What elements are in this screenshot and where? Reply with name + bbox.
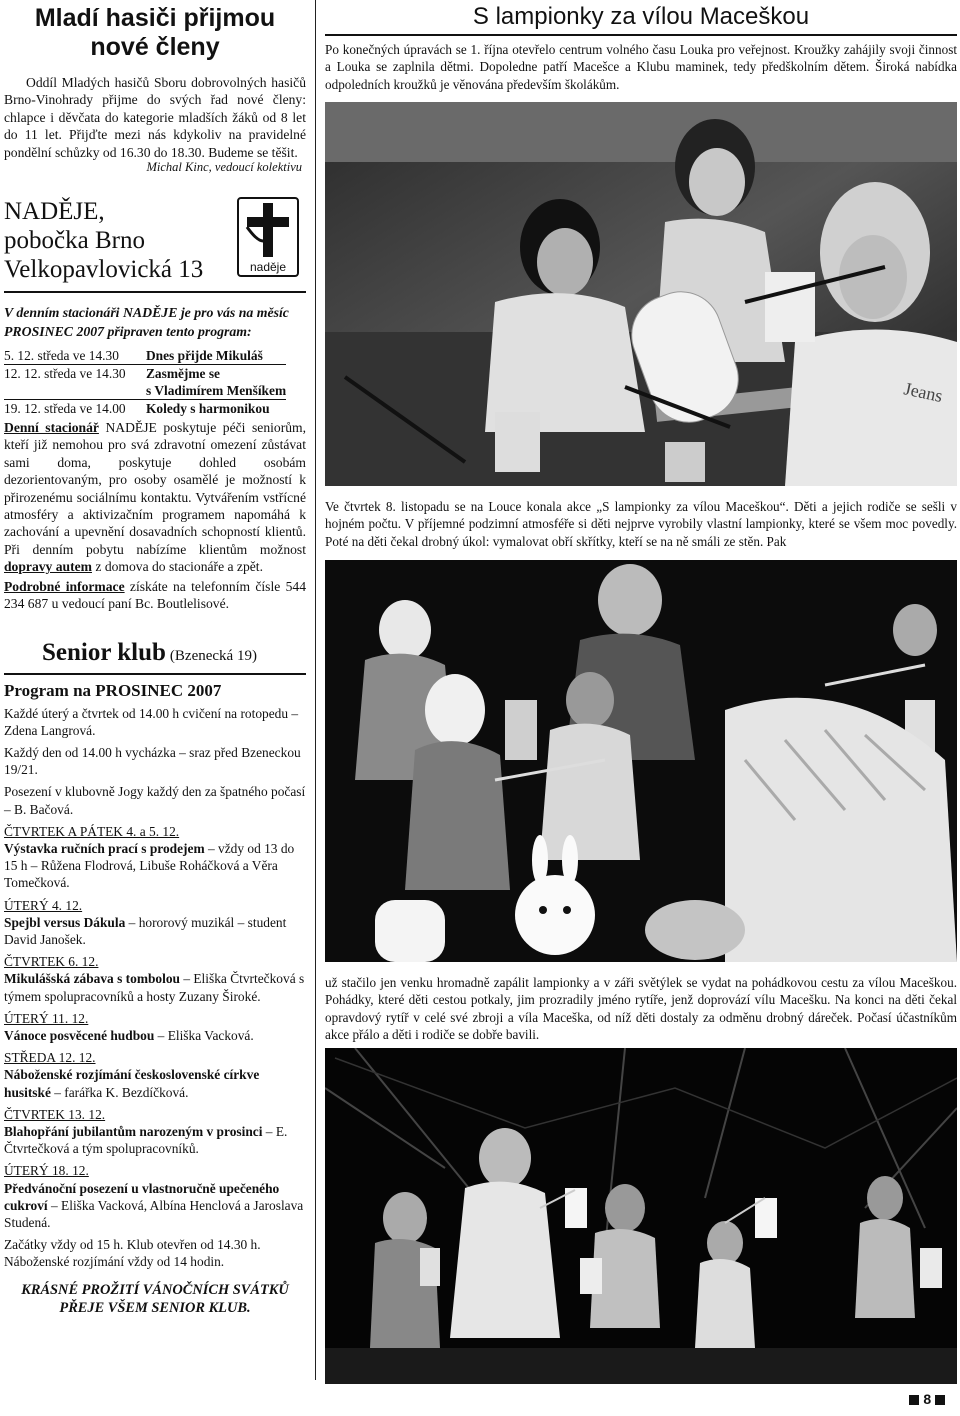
lantern — [505, 700, 537, 760]
senior-event — [4, 1049, 306, 1101]
program-row — [4, 347, 286, 365]
event-day: ÚTERÝ 11. 12. — [4, 1010, 89, 1026]
program-title: s Vladimírem Menšíkem — [146, 383, 287, 399]
program-title: Zasmějme se — [146, 366, 220, 382]
program-row — [4, 382, 286, 400]
nadeje-title-line3: Velkopavlovická 13 — [4, 256, 204, 284]
senior-program-head: Program na PROSINEC 2007 — [4, 680, 222, 700]
event-title: Předvánoční posezení u vlastnoručně upečeného cukroví — [4, 1180, 280, 1213]
page-square-icon — [909, 1395, 919, 1405]
program-date: 12. 12. středa ve 14.30 — [4, 366, 126, 382]
event-title: Vánoce posvěcené hudbou — [4, 1027, 155, 1043]
event-title: Výstavka ručních prací s prodejem — [4, 840, 205, 856]
program-title: Koledy s harmonikou — [146, 401, 270, 417]
senior-event — [4, 953, 306, 1005]
closing-line1: KRÁSNÉ PROŽITÍ VÁNOČNÍCH SVÁTKŮ — [21, 1281, 289, 1298]
senior-title — [42, 639, 306, 667]
nadeje-header — [4, 197, 306, 284]
nadeje-info — [4, 578, 306, 613]
photo-caption-1: Ve čtvrtek 8. listopadu se na Louce konala akce „S lampionky za vílou Maceškou“. Děti a jejich rodiče se sešli v hojném počtu. V příjemné podzimní atmosféře si děti nejprve vyrobily vlastní lampionky, které se všem moc povedly. Poté na děti čekal drobný úkol: vymalovat obří skřítky, kteří se na ně smáli ze stěn. Pak — [325, 499, 957, 549]
senior-closing — [4, 1281, 306, 1317]
lantern — [375, 900, 445, 962]
right-column — [325, 0, 957, 1407]
event-detail: – Eliška Čtvrtečková s týmem spolupracovníků a hosty Zuzany Široké. — [4, 971, 305, 1004]
event-detail: – E. Čtvrtečková a tým spolupracovníků. — [4, 1123, 288, 1157]
nadeje-logo — [237, 197, 299, 277]
lampionky-title: S lampionky za vílou Maceškou — [472, 3, 810, 30]
basket — [645, 900, 745, 960]
nadeje-title-line1: NADĚJE, — [4, 198, 105, 226]
event-detail: – vždy od 13 do 15 h – Růžena Flodrová, Libuše Roháčková a Věra Tomečková. — [4, 840, 295, 891]
senior-item: Každý den od 14.00 h vycházka – sraz před Bzeneckou 19/21. — [4, 744, 301, 778]
nadeje-logo-text: naděje — [249, 260, 287, 275]
paper-lantern-jar — [495, 412, 540, 472]
bunny-lantern — [515, 875, 595, 955]
lampionky-intro: Po konečných úpravách se 1. října otevřelo centrum volného času Louka pro veřejnost. Kroužky zahájily svoji činnost a Louka se zaplnila dětmi. Dopoledne patří Macešce a Klubu maminek, tedy předškolním dětem. Široká nabídka odpoledních kroužků je věnována především školákům. — [325, 42, 957, 92]
event-detail: – hororový muzikál – student David Janošek. — [4, 914, 287, 947]
event-detail: – Eliška Vacková, Albína Henclová a Jaroslava Studená. — [4, 1197, 304, 1230]
left-column — [4, 0, 306, 1317]
event-title: Spejbl versus Dákula — [4, 914, 126, 930]
info-text: získáte na telefonním čísle 544 234 687 u vedoucí paní Bc. Boutlelisové. — [4, 578, 306, 612]
doprava-link: dopravy autem — [4, 559, 92, 575]
page-number-text: 8 — [923, 1391, 932, 1407]
hasici-signature: Michal Kinc, vedoucí kolektivu — [146, 160, 302, 175]
senior-address: (Bzenecká 19) — [169, 647, 257, 664]
event-detail: – Eliška Vacková. — [154, 1027, 254, 1043]
senior-event — [4, 1106, 306, 1158]
closing-line2: PŘEJE VŠEM SENIOR KLUB. — [59, 1299, 251, 1316]
senior-rule — [4, 673, 306, 675]
senior-item: Každé úterý a čtvrtek od 14.00 h cvičení na rotopedu – Zdena Langrová. — [4, 705, 299, 738]
event-day: ČTVRTEK 6. 12. — [4, 954, 99, 970]
paper-lantern-small — [765, 272, 815, 342]
lantern — [755, 1198, 777, 1238]
hasici-title — [4, 4, 306, 62]
program-date: 5. 12. středa ve 14.30 — [4, 348, 119, 364]
event-title: Náboženské rozjímání československé církve husitské — [4, 1067, 260, 1100]
stacionar-label: Denní stacionář — [4, 420, 99, 436]
nadeje-title-line2: pobočka Brno — [4, 227, 145, 255]
photo-children-night — [325, 560, 957, 962]
column-divider — [315, 0, 316, 1380]
senior-event — [4, 823, 306, 892]
event-title: Blahopřání jubilantům narozeným v prosinci — [4, 1123, 263, 1139]
lantern — [420, 1248, 440, 1286]
event-detail: – farářka K. Bezdíčková. — [50, 1084, 189, 1100]
hasici-body: Oddíl Mladých hasičů Sboru dobrovolných hasičů Brno-Vinohrady přijme do svých řad nové členy: chlapce i děvčata do kategorie mladších žáků od 8 let do 11 let. Přijďte mezi nás kdykoliv na pravidelné pondělní schůzky od 16.30 do 18.30. Budeme se těšit. — [4, 75, 306, 160]
event-title: Mikulášská zábava s tombolou — [4, 971, 180, 987]
program-date: 19. 12. středa ve 14.00 — [4, 401, 126, 417]
hasici-title-line2: nové členy — [90, 33, 220, 61]
hasici-title-line1: Mladí hasiči přijmou — [34, 4, 276, 32]
photo-forest-procession — [325, 1048, 957, 1384]
info-label: Podrobné informace — [4, 578, 125, 594]
program-date — [4, 382, 146, 400]
event-day: ÚTERÝ 18. 12. — [4, 1163, 89, 1179]
senior-title-text: Senior klub — [42, 638, 166, 666]
nadeje-rule — [4, 291, 306, 293]
photo-girls-lanterns — [325, 102, 957, 486]
senior-event — [4, 1162, 306, 1231]
senior-item: Posezení v klubovně Jogy každý den za špatného počasí – B. Bačová. — [4, 784, 306, 817]
stacionar-end: z domova do stacionáře a zpět. — [91, 559, 263, 575]
senior-hours: Začátky vždy od 15 h. Klub otevřen od 14.30 h. — [4, 1237, 261, 1253]
senior-event — [4, 897, 306, 949]
event-day: STŘEDA 12. 12. — [4, 1050, 96, 1066]
page-number — [909, 1391, 945, 1407]
event-day: ÚTERÝ 4. 12. — [4, 897, 83, 913]
shirt-print: Jeans — [902, 378, 945, 407]
senior-hours: Náboženské rozjímání vždy od 14 hodin. — [4, 1254, 225, 1270]
event-day: ČTVRTEK 13. 12. — [4, 1106, 106, 1122]
program-title: Dnes přijde Mikuláš — [146, 348, 263, 364]
page-square-icon — [935, 1395, 945, 1405]
stacionar-body: NADĚJE poskytuje péči seniorům, kteří již nemohou pro svá zdravotní omezení zůstávat sami doma, poskytuje dohled osobám dezorientovaným, pro osoby osamělé je možností k přirozenému sociálnímu kontaktu. Vytvářením vstřícné atmosféry a aktivizačním programem napomáhá k zachování a upevnění dosavadních schopností klientů. Při denním pobytu nabízíme klientům možnost — [4, 420, 306, 557]
program-row — [4, 365, 286, 383]
lantern — [920, 1248, 942, 1288]
nadeje-program — [4, 347, 286, 417]
glass-jar — [665, 442, 705, 482]
program-row — [4, 400, 286, 418]
nadeje-stacionar-text — [4, 419, 306, 576]
lantern — [580, 1258, 602, 1294]
nadeje-intro: V denním stacionáři NADĚJE je pro vás na měsíc PROSINEC 2007 připraven tento program: — [4, 305, 289, 340]
event-day: ČTVRTEK A PÁTEK 4. a 5. 12. — [4, 823, 180, 839]
photo-caption-2: už stačilo jen venku hromadně zapálit lampionky a v záři světýlek se vydat na pohádkovou cestu za vílou Maceškou. Pohádky, které děti cestou potkaly, jim prozradily jméno rytíře, jenž doprovází vílu Macešku. Na konci na děti čekal opravdový rytíř v celé své zbroji a víla Maceška, od níž děti dostaly za odměnu drobný dáreček. Počasí účastníkům akce přálo a děti i rodiče se dobře bavili. — [325, 975, 957, 1042]
senior-event — [4, 1010, 306, 1044]
